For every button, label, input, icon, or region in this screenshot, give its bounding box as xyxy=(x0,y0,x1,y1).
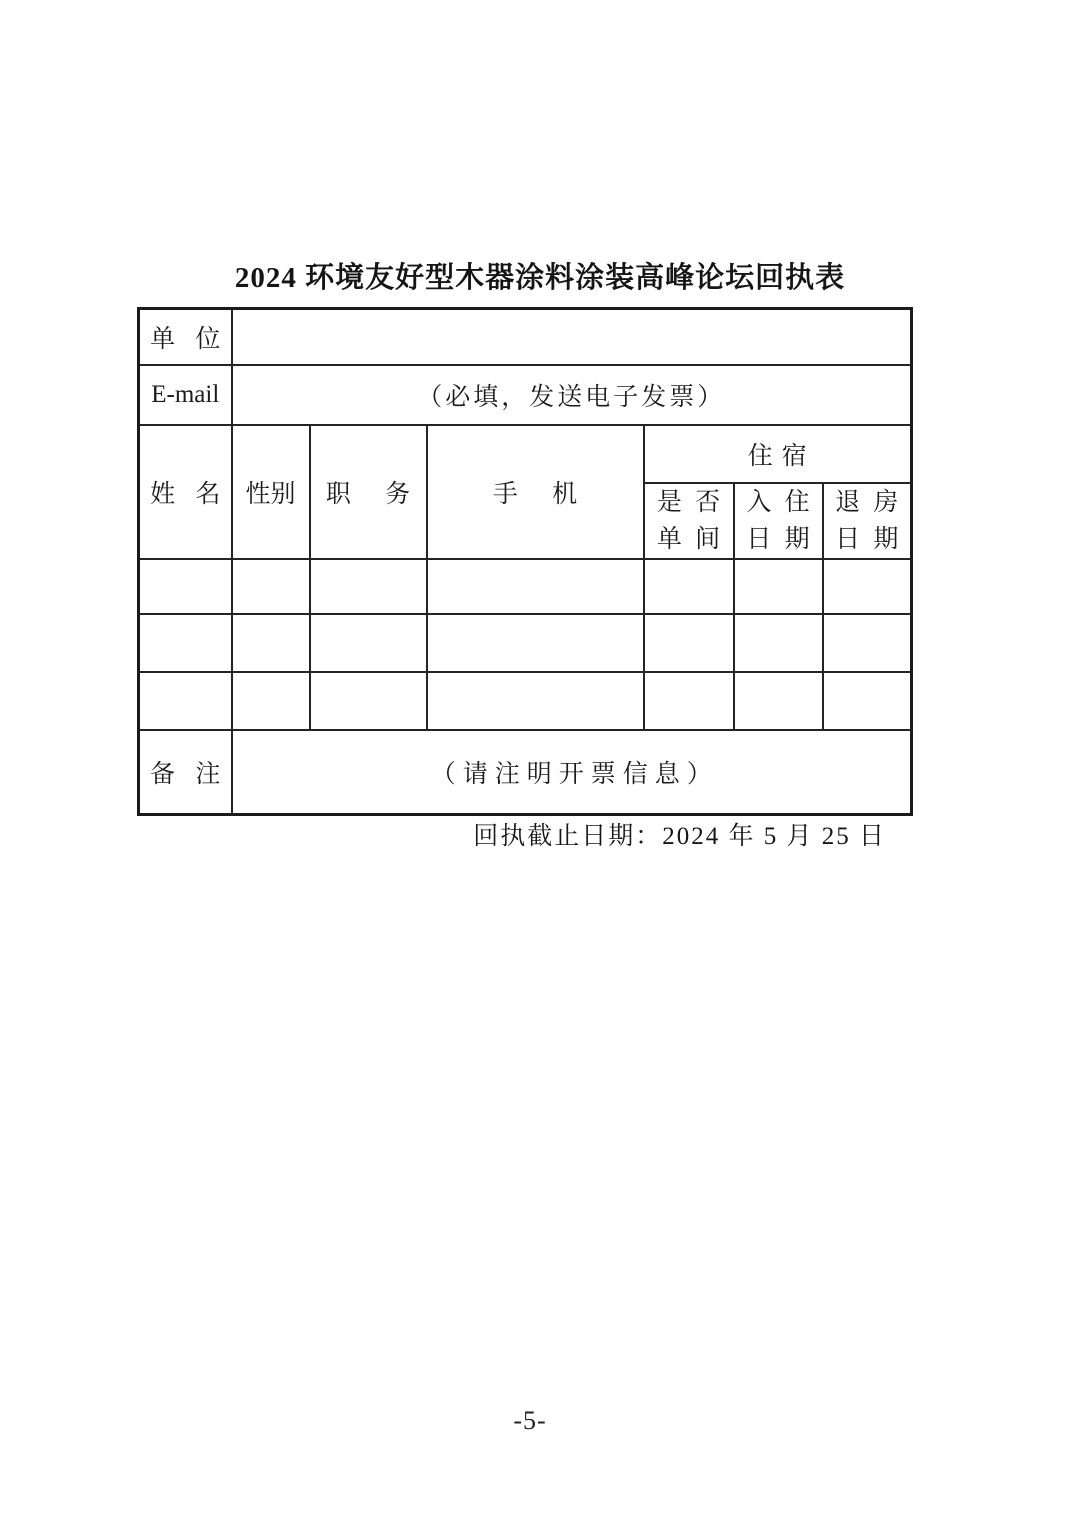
empty-data-cell xyxy=(427,559,644,614)
empty-data-cell xyxy=(427,672,644,730)
mobile-header-cell: 手 机 xyxy=(427,425,644,559)
header-row xyxy=(139,425,912,483)
empty-data-cell xyxy=(644,614,734,672)
form-title: 2024 环境友好型木器涂料涂装高峰论坛回执表 xyxy=(234,262,846,294)
data-row xyxy=(139,672,912,730)
single-room-label-line2: 单 间 xyxy=(656,525,721,553)
unit-row xyxy=(139,309,912,365)
empty-data-cell xyxy=(310,614,427,672)
empty-data-cell xyxy=(310,672,427,730)
empty-data-cell xyxy=(823,559,912,614)
empty-data-cell xyxy=(427,614,644,672)
unit-value-cell xyxy=(232,309,912,365)
empty-data-cell xyxy=(823,614,912,672)
empty-data-cell xyxy=(232,672,310,730)
deadline-text: 回执截止日期：2024 年 5 月 25 日 xyxy=(473,823,886,850)
empty-data-cell xyxy=(232,559,310,614)
page-number: -5- xyxy=(513,1406,547,1435)
unit-label-cell: 单 位 xyxy=(139,309,232,365)
checkout-header-cell xyxy=(823,483,912,559)
empty-data-cell xyxy=(139,559,232,614)
empty-data-cell xyxy=(310,559,427,614)
remarks-label-cell: 备 注 xyxy=(139,730,232,815)
checkin-label-line1: 入 住 xyxy=(746,488,810,516)
gender-header-cell: 性别 xyxy=(232,425,310,559)
empty-data-cell xyxy=(232,614,310,672)
empty-data-cell xyxy=(644,672,734,730)
remarks-row xyxy=(139,730,912,815)
checkin-label-line2: 日 期 xyxy=(746,525,810,553)
empty-data-cell xyxy=(734,559,823,614)
data-row xyxy=(139,614,912,672)
checkin-header-cell xyxy=(734,483,823,559)
empty-data-cell xyxy=(139,672,232,730)
email-row xyxy=(139,365,912,425)
single-room-header-cell xyxy=(644,483,734,559)
checkout-label-line1: 退 房 xyxy=(835,488,899,516)
email-note-cell: （必填，发送电子发票） xyxy=(232,365,912,425)
reply-form-table xyxy=(137,307,913,816)
single-room-label-line1: 是 否 xyxy=(656,488,721,516)
data-row xyxy=(139,559,912,614)
empty-data-cell xyxy=(734,614,823,672)
email-label-cell: E-mail xyxy=(139,365,232,425)
empty-data-cell xyxy=(823,672,912,730)
empty-data-cell xyxy=(734,672,823,730)
empty-data-cell xyxy=(644,559,734,614)
checkout-label-line2: 日 期 xyxy=(835,525,899,553)
empty-data-cell xyxy=(139,614,232,672)
name-header-cell: 姓 名 xyxy=(139,425,232,559)
lodging-header-cell: 住宿 xyxy=(644,425,912,483)
position-header-cell: 职 务 xyxy=(310,425,427,559)
remarks-note-cell: （请注明开票信息） xyxy=(232,730,912,815)
